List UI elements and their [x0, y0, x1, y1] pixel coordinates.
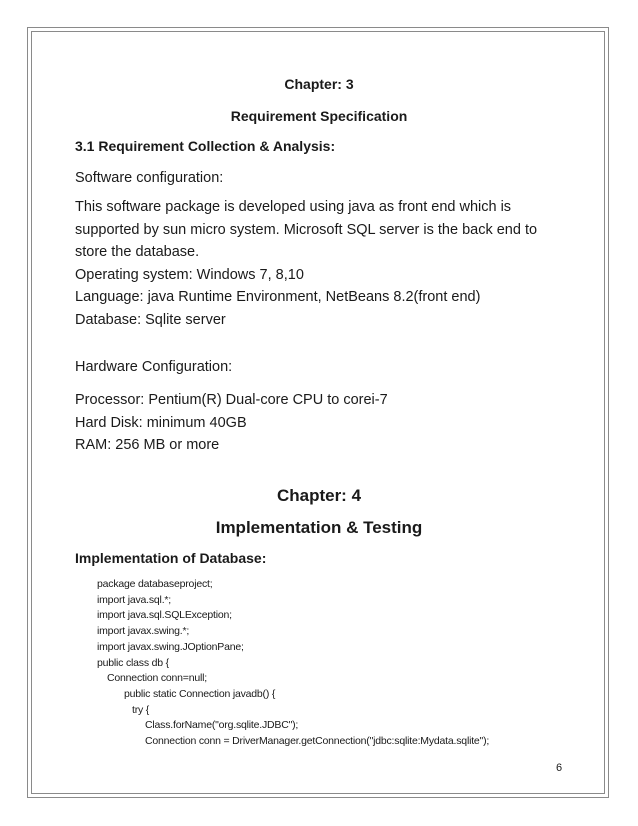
code-line: package databaseproject;	[97, 578, 213, 590]
code-line: import javax.swing.JOptionPane;	[97, 640, 244, 653]
code-block	[97, 577, 489, 750]
code-line: Connection conn=null;	[107, 672, 208, 685]
software-line: Operating system: Windows 7, 8,10	[75, 266, 304, 283]
page-number: 6	[556, 762, 563, 774]
hardware-line: RAM: 256 MB or more	[75, 437, 220, 453]
code-line: Class.forName("org.sqlite.JDBC");	[145, 719, 299, 732]
code-line: try {	[132, 703, 150, 716]
software-line: store the database.	[75, 244, 200, 260]
code-line: public class db {	[97, 656, 169, 669]
code-line: import javax.swing.*;	[97, 625, 190, 638]
chapter3-title: Chapter: 3	[284, 76, 354, 92]
code-line: import java.sql.SQLException;	[97, 609, 232, 622]
software-config-block	[75, 196, 537, 331]
software-config-label: Software configuration:	[75, 170, 224, 186]
section-3-1-heading: 3.1 Requirement Collection & Analysis:	[75, 138, 336, 154]
software-line: Language: java Runtime Environment, NetBeans 8.2(front end)	[75, 289, 481, 305]
hardware-line: Hard Disk: minimum 40GB	[75, 414, 247, 431]
code-line: public static Connection javadb() {	[124, 687, 276, 700]
hardware-config-block	[75, 389, 388, 457]
chapter4-subtitle: Implementation & Testing	[215, 518, 423, 537]
hardware-line: Processor: Pentium(R) Dual-core CPU to corei-7	[75, 392, 388, 408]
chapter3-subtitle: Requirement Specification	[230, 108, 408, 124]
code-line: Connection conn = DriverManager.getConnection("jdbc:sqlite:Mydata.sqlite");	[145, 735, 490, 748]
code-line: import java.sql.*;	[97, 593, 172, 606]
software-line: This software package is developed using java as front end which is	[75, 199, 512, 215]
software-line: Database: Sqlite server	[75, 311, 226, 328]
chapter4-title: Chapter: 4	[276, 486, 362, 505]
software-line: supported by sun micro system. Microsoft SQL server is the back end to	[75, 221, 538, 238]
impl-db-heading: Implementation of Database:	[75, 550, 267, 566]
hardware-config-label: Hardware Configuration:	[75, 359, 233, 375]
